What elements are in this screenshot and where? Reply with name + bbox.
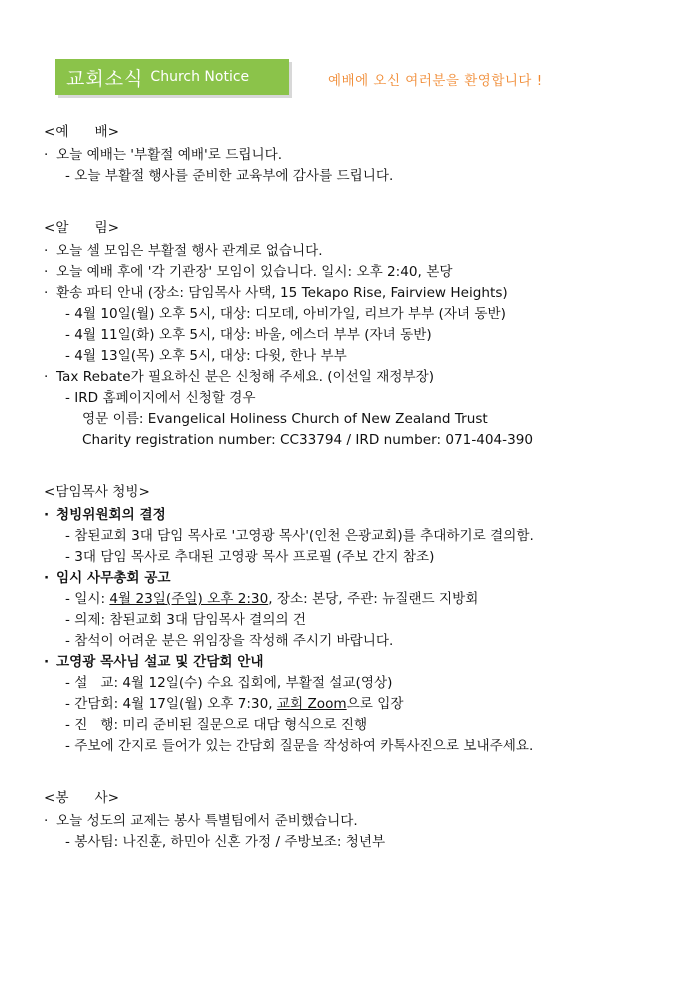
pastor-heading: · 임시 사무총회 공고 bbox=[44, 568, 684, 589]
text-span: 으로 입장 bbox=[346, 696, 404, 712]
text-span: - 일시: bbox=[65, 591, 110, 607]
text-span: - 간담회: 4월 17일(월) 오후 7:30, bbox=[65, 696, 277, 712]
worship-title: <예 배> bbox=[44, 124, 119, 140]
pastor-line: - 3대 담임 목사로 추대된 고영광 목사 프로필 (주보 간지 참조) bbox=[65, 549, 435, 565]
pastor-line: - 설 교: 4월 12일(수) 수요 집회에, 부활절 설교(영상) bbox=[65, 675, 393, 691]
notice-line: - 4월 13일(목) 오후 5시, 대상: 다윗, 한나 부부 bbox=[65, 348, 347, 364]
pastor-line bbox=[44, 694, 684, 715]
notice-line: · 오늘 셀 모임은 부활절 행사 관계로 없습니다. bbox=[44, 241, 684, 262]
text-span: , 장소: 본당, 주관: 뉴질랜드 지방회 bbox=[268, 591, 479, 607]
notice-line: Charity registration number: CC33794 / IRD number: 071-404-390 bbox=[82, 432, 534, 448]
service-line: - 봉사팀: 나진훈, 하민아 신혼 가정 / 주방보조: 청년부 bbox=[65, 834, 386, 850]
service-line: · 오늘 성도의 교제는 봉사 특별팀에서 준비했습니다. bbox=[44, 811, 684, 832]
service-title: <봉 사> bbox=[44, 790, 119, 806]
pastor-line: - 참된교회 3대 담임 목사로 '고영광 목사'(인천 은광교회)를 추대하기로 결의함. bbox=[65, 528, 534, 544]
pastor-line: - 진 행: 미리 준비된 질문으로 대담 형식으로 진행 bbox=[65, 717, 368, 733]
church-notice-header bbox=[55, 59, 289, 95]
notice-line: - 4월 10일(월) 오후 5시, 대상: 디모데, 아비가일, 리브가 부부 (자녀 동반) bbox=[65, 306, 506, 322]
pastor-heading: · 청빙위원회의 결정 bbox=[44, 505, 684, 526]
header-title-en: Church Notice bbox=[150, 69, 250, 85]
pastor-line: - 주보에 간지로 들어가 있는 간담회 질문을 작성하여 카톡사진으로 보내주세요. bbox=[65, 738, 534, 754]
notice-line: 영문 이름: Evangelical Holiness Church of New Zealand Trust bbox=[82, 411, 488, 427]
pastor-title: <담임목사 청빙> bbox=[44, 484, 150, 500]
welcome-message: 예배에 오신 여러분을 환영합니다 ! bbox=[328, 73, 543, 89]
worship-section bbox=[44, 121, 684, 187]
notice-line: · 환송 파티 안내 (장소: 담임목사 사택, 15 Tekapo Rise, Fairview Heights) bbox=[44, 283, 684, 304]
pastor-section bbox=[44, 481, 684, 757]
zoom-link[interactable]: 교회 Zoom bbox=[276, 696, 347, 712]
notice-content bbox=[44, 121, 684, 883]
header-title-ko: 교회소식 bbox=[66, 67, 144, 90]
pastor-line bbox=[44, 589, 684, 610]
notice-section bbox=[44, 217, 684, 451]
notice-line: · Tax Rebate가 필요하신 분은 신청해 주세요. (이선일 재정부장) bbox=[44, 367, 684, 388]
pastor-line: - 참석이 어려운 분은 위임장을 작성해 주시기 바랍니다. bbox=[65, 633, 394, 649]
worship-line: · 오늘 예배는 '부활절 예배'로 드립니다. bbox=[44, 145, 684, 166]
notice-title: <알 림> bbox=[44, 220, 119, 236]
notice-line: - 4월 11일(화) 오후 5시, 대상: 바울, 에스더 부부 (자녀 동반) bbox=[65, 327, 432, 343]
notice-line: - IRD 홈페이지에서 신청할 경우 bbox=[65, 390, 256, 406]
pastor-heading: · 고영광 목사님 설교 및 간담회 안내 bbox=[44, 652, 684, 673]
pastor-line: - 의제: 참된교회 3대 담임목사 결의의 건 bbox=[65, 612, 307, 628]
worship-line: - 오늘 부활절 행사를 준비한 교육부에 감사를 드립니다. bbox=[65, 168, 394, 184]
meeting-datetime: 4월 23일(주일) 오후 2:30 bbox=[109, 591, 269, 607]
notice-line: · 오늘 예배 후에 '각 기관장' 모임이 있습니다. 일시: 오후 2:40, 본당 bbox=[44, 262, 684, 283]
service-section bbox=[44, 787, 684, 853]
